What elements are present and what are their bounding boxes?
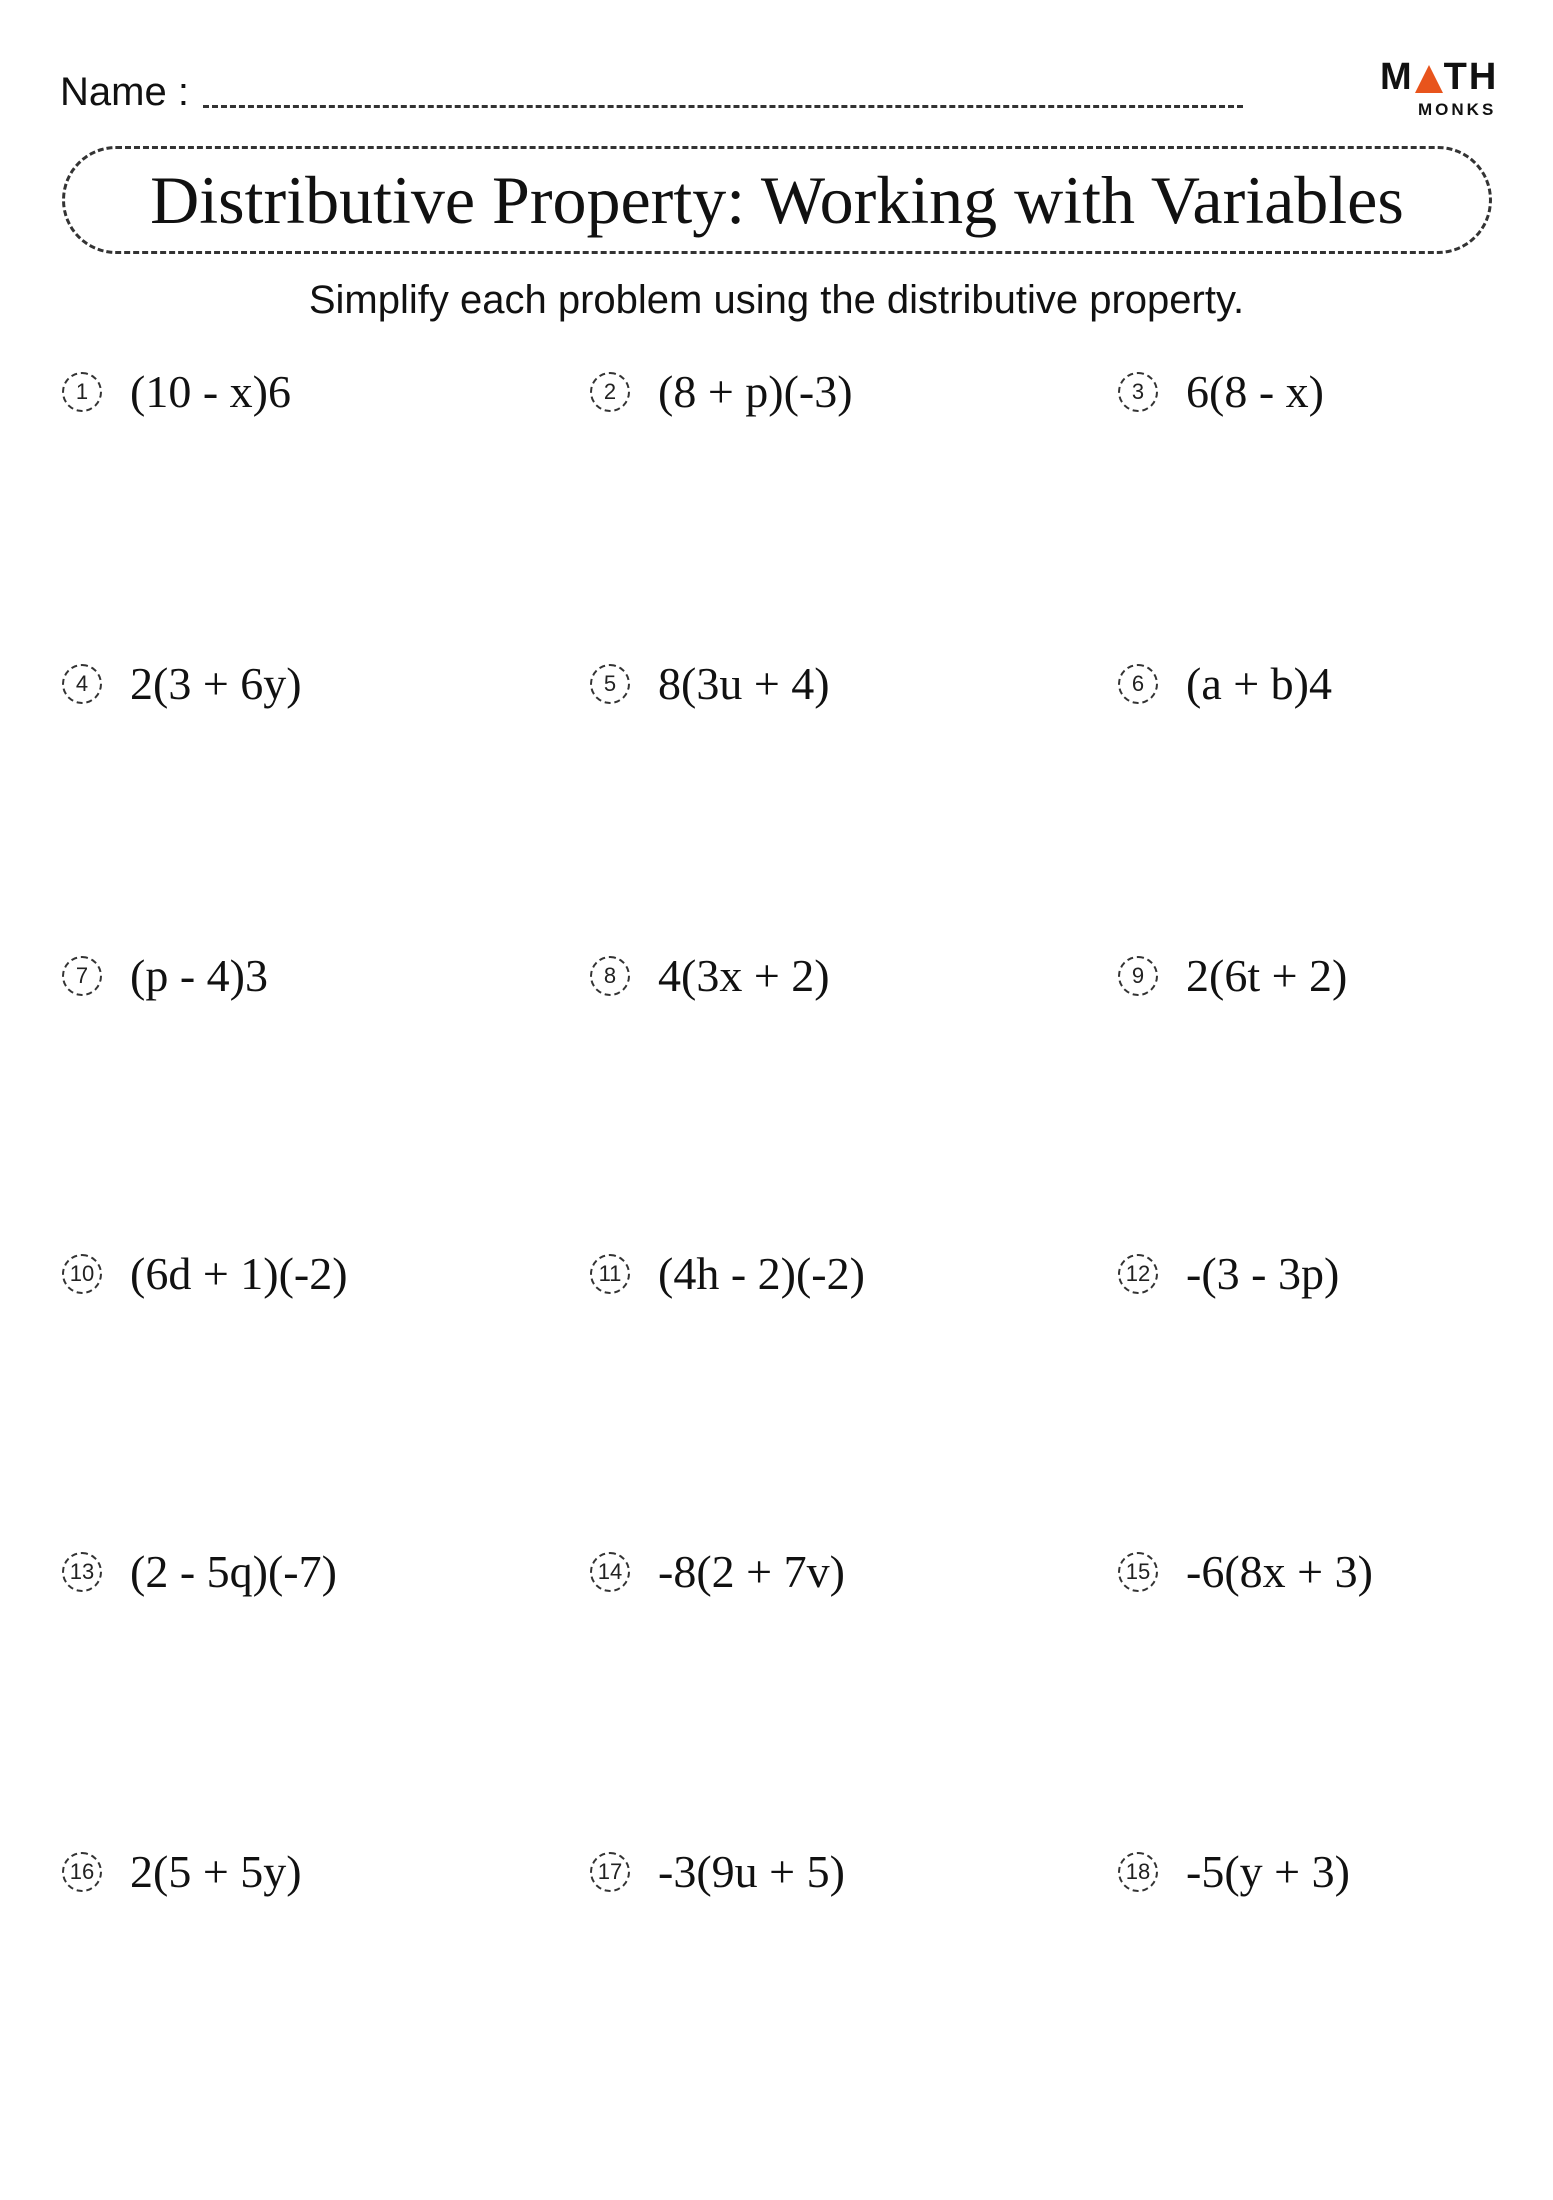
- page-title: Distributive Property: Working with Variables: [150, 162, 1404, 238]
- problem-expression: (a + b)4: [1186, 658, 1332, 709]
- name-input-line[interactable]: [203, 105, 1243, 108]
- problem-number: 7: [62, 956, 102, 996]
- problem-number: 11: [590, 1254, 630, 1294]
- problem-item: [1118, 1842, 1350, 1902]
- problem-number: 16: [62, 1852, 102, 1892]
- problem-number: 1: [62, 372, 102, 412]
- problem-item: [590, 1842, 845, 1902]
- problem-number: 2: [590, 372, 630, 412]
- problem-expression: (p - 4)3: [130, 950, 268, 1001]
- problem-expression: 4(3x + 2): [658, 950, 830, 1001]
- logo-letter-m: M: [1380, 56, 1414, 98]
- problem-number: 17: [590, 1852, 630, 1892]
- math-monks-logo: [1380, 58, 1500, 118]
- problem-item: [1118, 362, 1324, 422]
- logo-wordmark: [1380, 58, 1500, 96]
- problem-expression: -8(2 + 7v): [658, 1546, 845, 1597]
- problem-number: 13: [62, 1552, 102, 1592]
- problem-item: [1118, 1542, 1373, 1602]
- problem-number: 12: [1118, 1254, 1158, 1294]
- problem-number: 6: [1118, 664, 1158, 704]
- instructions: Simplify each problem using the distributive property.: [308, 278, 1245, 322]
- problem-item: [590, 654, 830, 714]
- problem-item: [62, 1842, 302, 1902]
- problem-number: 10: [62, 1254, 102, 1294]
- logo-subtext: MONKS: [1418, 100, 1497, 119]
- problem-item: [62, 946, 268, 1006]
- triangle-icon: [1415, 65, 1443, 93]
- problem-item: [590, 946, 830, 1006]
- title-banner: [62, 146, 1492, 254]
- name-row: [60, 52, 1260, 112]
- problem-number: 18: [1118, 1852, 1158, 1892]
- problem-expression: 2(5 + 5y): [130, 1846, 302, 1897]
- problem-item: [590, 1542, 845, 1602]
- problem-item: [1118, 1244, 1339, 1304]
- problem-number: 4: [62, 664, 102, 704]
- problem-item: [62, 1244, 348, 1304]
- logo-letters-th: TH: [1443, 56, 1499, 98]
- problem-number: 8: [590, 956, 630, 996]
- problem-item: [590, 1244, 865, 1304]
- problem-expression: -3(9u + 5): [658, 1846, 845, 1897]
- problem-expression: 8(3u + 4): [658, 658, 830, 709]
- problem-item: [62, 362, 291, 422]
- problem-expression: (4h - 2)(-2): [658, 1248, 865, 1299]
- problem-number: 14: [590, 1552, 630, 1592]
- problem-number: 5: [590, 664, 630, 704]
- problem-number: 9: [1118, 956, 1158, 996]
- problem-expression: 2(3 + 6y): [130, 658, 302, 709]
- problem-expression: (2 - 5q)(-7): [130, 1546, 337, 1597]
- problem-item: [1118, 654, 1332, 714]
- problem-expression: (10 - x)6: [130, 366, 291, 417]
- name-label: Name :: [60, 70, 189, 114]
- problem-item: [590, 362, 853, 422]
- problem-expression: (8 + p)(-3): [658, 366, 853, 417]
- problem-item: [62, 654, 302, 714]
- problem-item: [1118, 946, 1347, 1006]
- problem-expression: (6d + 1)(-2): [130, 1248, 348, 1299]
- problem-number: 3: [1118, 372, 1158, 412]
- problem-number: 15: [1118, 1552, 1158, 1592]
- problem-expression: -5(y + 3): [1186, 1846, 1350, 1897]
- problem-expression: 2(6t + 2): [1186, 950, 1348, 1001]
- problem-expression: -6(8x + 3): [1186, 1546, 1373, 1597]
- problem-expression: 6(8 - x): [1186, 366, 1324, 417]
- problem-item: [62, 1542, 337, 1602]
- problem-expression: -(3 - 3p): [1186, 1248, 1340, 1299]
